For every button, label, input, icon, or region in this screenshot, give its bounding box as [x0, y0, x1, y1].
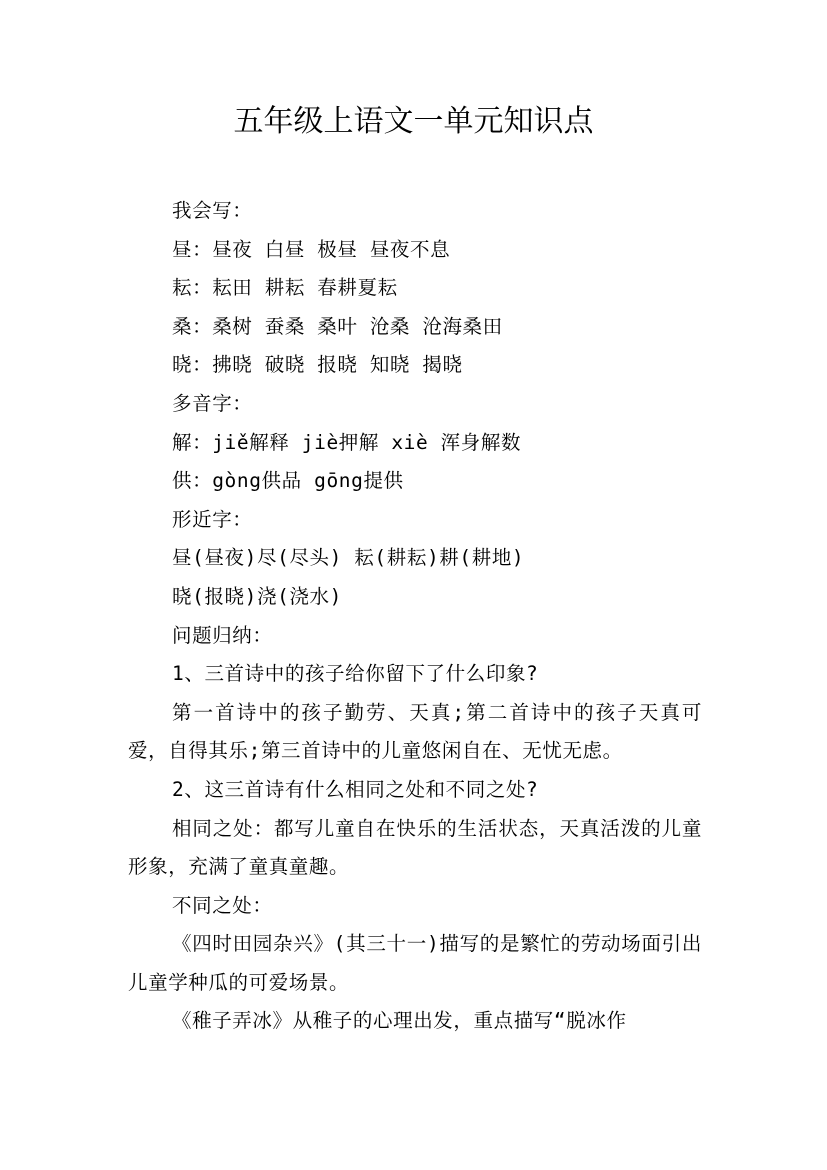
- differences-heading: 不同之处：: [172, 893, 273, 917]
- similar-chars-line-1: 昼(昼夜)尽(尽头) 耘(耕耘)耕(耕地): [172, 546, 525, 570]
- section-heading-similar-chars: 形近字：: [172, 507, 253, 531]
- document-body: [128, 192, 702, 1041]
- differences-paragraph-1: 《四时田园杂兴》(其三十一)描写的是繁忙的劳动场面引出儿童学种瓜的可爱场景。: [128, 932, 702, 994]
- question-1: 1、三首诗中的孩子给你留下了什么印象?: [172, 662, 539, 686]
- vocab-line-xiao: 晓：拂晓 破晓 报晓 知晓 揭晓: [172, 353, 463, 377]
- answer-2-similarities-paragraph: 相同之处：都写儿童自在快乐的生活状态，天真活泼的儿童形象，充满了童真童趣。: [128, 816, 702, 879]
- polyphonic-line-gong: 供：gòng供品 gōng提供: [172, 469, 404, 493]
- similar-chars-line-2: 晓(报晓)浇(浇水): [172, 584, 342, 608]
- section-heading-polyphonic: 多音字：: [172, 391, 253, 415]
- section-heading-writing: 我会写：: [172, 199, 253, 222]
- vocab-line-sang: 桑：桑树 蚕桑 桑叶 沧桑 沧海桑田: [172, 314, 503, 338]
- vocab-line-yun: 耘：耘田 耕耘 春耕夏耘: [172, 276, 398, 300]
- vocab-line-zhou: 昼：昼夜 白昼 极昼 昼夜不息: [172, 237, 451, 261]
- polyphonic-line-jie: 解：jiě解释 jiè押解 xiè 浑身解数: [172, 430, 522, 454]
- differences-paragraph-2: 《稚子弄冰》从稚子的心理出发，重点描写“脱冰作: [172, 1009, 627, 1033]
- section-heading-questions: 问题归纳：: [172, 623, 273, 647]
- question-2: 2、这三首诗有什么相同之处和不同之处?: [172, 777, 539, 801]
- answer-1-paragraph: 第一首诗中的孩子勤劳、天真;第二首诗中的孩子天真可爱，自得其乐;第三首诗中的儿童悠闲自在、无忧无虑。: [128, 700, 702, 763]
- page-title: 五年级上语文一单元知识点: [233, 104, 594, 139]
